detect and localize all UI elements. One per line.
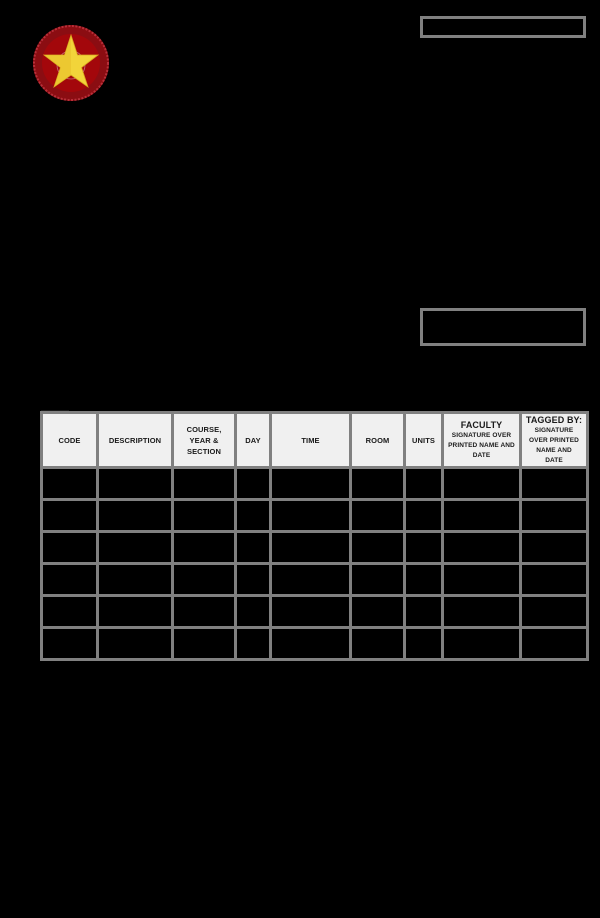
table-cell-units[interactable] — [405, 564, 443, 596]
column-header-units — [405, 413, 443, 468]
table-cell-units[interactable] — [405, 532, 443, 564]
table-cell-time[interactable] — [271, 468, 351, 500]
table-cell-time[interactable] — [271, 532, 351, 564]
table-cell-units[interactable] — [405, 500, 443, 532]
table-cell-day[interactable] — [236, 532, 271, 564]
table-cell-description[interactable] — [98, 532, 173, 564]
column-header-label: DAY — [245, 435, 261, 445]
column-header-course-year-section — [173, 413, 236, 468]
table-cell-description[interactable] — [98, 596, 173, 628]
table-cell-code[interactable] — [42, 468, 98, 500]
class-schedule-table — [40, 411, 589, 661]
column-header-label: TIME — [301, 435, 320, 445]
table-cell-room[interactable] — [351, 596, 405, 628]
table-cell-course-year-section[interactable] — [173, 596, 236, 628]
table-cell-time[interactable] — [271, 628, 351, 660]
column-header-sublabel-line: SIGNATURE — [534, 427, 574, 434]
column-header-label: UNITS — [412, 435, 435, 445]
table-cell-faculty[interactable] — [443, 500, 521, 532]
table-cell-tagged-by[interactable] — [521, 596, 588, 628]
table-cell-faculty[interactable] — [443, 628, 521, 660]
column-header-code — [42, 413, 98, 468]
column-header-label: ROOM — [365, 435, 390, 445]
table-cell-tagged-by[interactable] — [521, 468, 588, 500]
table-row — [42, 468, 588, 500]
table-row — [42, 500, 588, 532]
table-cell-code[interactable] — [42, 628, 98, 660]
table-cell-room[interactable] — [351, 532, 405, 564]
table-body — [42, 468, 588, 660]
table-cell-description[interactable] — [98, 564, 173, 596]
table-row — [42, 596, 588, 628]
header-field-box — [420, 16, 586, 38]
table-cell-faculty[interactable] — [443, 532, 521, 564]
column-header-label: DESCRIPTION — [108, 435, 162, 445]
table-row — [42, 564, 588, 596]
table-cell-tagged-by[interactable] — [521, 628, 588, 660]
column-header-label-line: COURSE, — [186, 424, 222, 434]
column-header-sublabel-line: SIGNATURE OVER — [451, 432, 512, 439]
table-cell-course-year-section[interactable] — [173, 564, 236, 596]
table-cell-day[interactable] — [236, 596, 271, 628]
table-cell-room[interactable] — [351, 468, 405, 500]
table-cell-day[interactable] — [236, 468, 271, 500]
info-field-box — [420, 308, 586, 346]
table-cell-description[interactable] — [98, 628, 173, 660]
column-header-sublabel-line: OVER PRINTED — [529, 437, 579, 444]
column-header-faculty — [443, 413, 521, 468]
table-cell-faculty[interactable] — [443, 468, 521, 500]
table-cell-units[interactable] — [405, 468, 443, 500]
table-cell-faculty[interactable] — [443, 564, 521, 596]
table-cell-tagged-by[interactable] — [521, 564, 588, 596]
table-cell-day[interactable] — [236, 628, 271, 660]
table-cell-units[interactable] — [405, 596, 443, 628]
column-header-sublabel-line: PRINTED NAME AND — [448, 442, 515, 449]
column-header-label: FACULTY — [460, 420, 503, 430]
table-cell-room[interactable] — [351, 500, 405, 532]
table-cell-time[interactable] — [271, 500, 351, 532]
table-cell-code[interactable] — [42, 596, 98, 628]
table-cell-course-year-section[interactable] — [173, 500, 236, 532]
table-cell-course-year-section[interactable] — [173, 628, 236, 660]
table-cell-room[interactable] — [351, 628, 405, 660]
table-row — [42, 532, 588, 564]
institution-seal-logo — [32, 24, 110, 102]
column-header-tagged-by — [521, 413, 588, 468]
table-cell-code[interactable] — [42, 500, 98, 532]
red-seal-with-gold-star-icon — [32, 24, 110, 102]
column-header-day — [236, 413, 271, 468]
column-header-sublabel-line: DATE — [472, 452, 491, 459]
table-cell-course-year-section[interactable] — [173, 468, 236, 500]
table-cell-description[interactable] — [98, 468, 173, 500]
column-header-label-line: YEAR & — [189, 435, 219, 445]
column-header-label: TAGGED BY: — [525, 415, 583, 425]
table-cell-code[interactable] — [42, 564, 98, 596]
table-cell-time[interactable] — [271, 596, 351, 628]
table-cell-time[interactable] — [271, 564, 351, 596]
table-cell-room[interactable] — [351, 564, 405, 596]
table-header-row — [42, 413, 588, 468]
table-cell-code[interactable] — [42, 532, 98, 564]
table-cell-tagged-by[interactable] — [521, 532, 588, 564]
column-header-sublabel-line: DATE — [545, 457, 563, 464]
column-header-label-line: SECTION — [186, 446, 222, 456]
column-header-sublabel-line: NAME AND — [536, 447, 572, 454]
column-header-label: CODE — [58, 435, 81, 445]
column-header-description — [98, 413, 173, 468]
table-cell-tagged-by[interactable] — [521, 500, 588, 532]
table-row — [42, 628, 588, 660]
table-cell-description[interactable] — [98, 500, 173, 532]
table-cell-day[interactable] — [236, 500, 271, 532]
column-header-room — [351, 413, 405, 468]
table-cell-faculty[interactable] — [443, 596, 521, 628]
table-cell-units[interactable] — [405, 628, 443, 660]
table-cell-course-year-section[interactable] — [173, 532, 236, 564]
column-header-time — [271, 413, 351, 468]
table-cell-day[interactable] — [236, 564, 271, 596]
